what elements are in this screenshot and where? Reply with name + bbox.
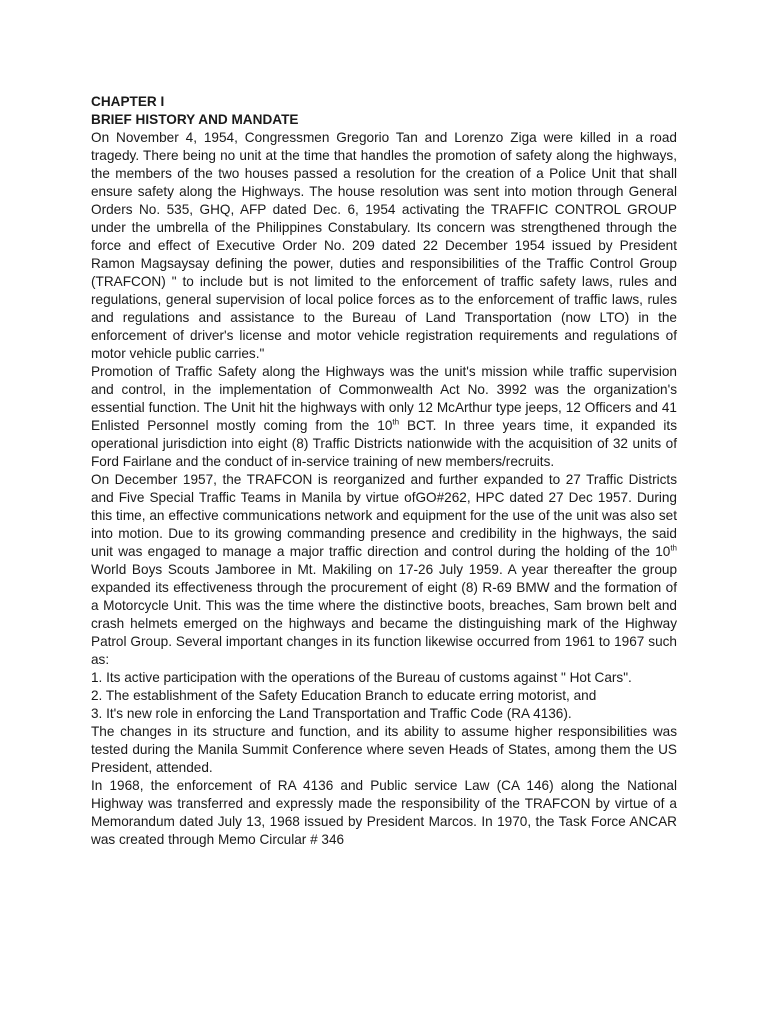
paragraph-reorganization [91,471,677,669]
list-item: 2. The establishment of the Safety Education Branch to educate erring motorist, and [91,688,597,703]
paragraph-summit: The changes in its structure and function, and its ability to assume higher responsibilities was tested during the Manila Summit Conference where seven Heads of States, among them the US President, attended. [91,724,677,775]
paragraph-text: On December 1957, the TRAFCON is reorganized and further expanded to 27 Traffic Districts and Five Special Traffic Teams in Manila by virtue ofGO#262, HPC dated 27 Dec 1957. During this time, an effective communications network and equipment for the use of the unit was also set into motion. Due to its growing commanding presence and credibility in the highways, the said unit was engaged to manage a major traffic direction and control during the holding of the 10 [91,472,677,559]
superscript: th [392,417,400,427]
paragraph-origin: On November 4, 1954, Congressmen Gregorio Tan and Lorenzo Ziga were killed in a road tragedy. There being no unit at the time that handles the promotion of safety along the highways, the members of the two houses passed a resolution for the creation of a Police Unit that shall ensure safety along the Highways. The house resolution was sent into motion through General Orders No. 535, GHQ, AFP dated Dec. 6, 1954 activating the TRAFFIC CONTROL GROUP under the umbrella of the Philippines Constabulary. Its concern was strengthened through the force and effect of Executive Order No. 209 dated 22 December 1954 issued by President Ramon Magsaysay defining the power, duties and responsibilities of the Traffic Control Group (TRAFCON) " to include but is not limited to the enforcement of traffic safety laws, rules and regulations, general supervision of local police forces as to the enforcement of traffic laws, rules and regulations and assistance to the Bureau of Land Transportation (now LTO) in the enforcement of driver's license and motor vehicle registration requirements and regulations of motor vehicle public carries." [91,130,677,361]
list-item: 3. It's new role in enforcing the Land Transportation and Traffic Code (RA 4136). [91,706,572,721]
list-item: 1. Its active participation with the operations of the Bureau of customs against " Hot Cars". [91,670,632,685]
paragraph-text: BCT. In three years time, it expanded its operational jurisdiction into eight (8) Traffic Districts nationwide with the acquisition of 32 units of Ford Fairlane and the conduct of in-service training of new members/recruits. [91,418,677,469]
superscript: th [670,543,677,553]
chapter-title: BRIEF HISTORY AND MANDATE [91,112,299,127]
paragraph-1968: In 1968, the enforcement of RA 4136 and Public service Law (CA 146) along the National Highway was transferred and expressly made the responsibility of the TRAFCON by virtue of a Memorandum dated July 13, 1968 issued by President Marcos. In 1970, the Task Force ANCAR was created through Memo Circular # 346 [91,778,677,847]
document-page [91,93,677,849]
paragraph-text: World Boys Scouts Jamboree in Mt. Makiling on 17-26 July 1959. A year thereafter the group expanded its effectiveness through the procurement of eight (8) R-69 BMW and the formation of a Motorcycle Unit. This was the time where the distinctive boots, breaches, Sam brown belt and crash helmets emerged on the highways and became the distinguishing mark of the Highway Patrol Group. Several important changes in its function likewise occurred from 1961 to 1967 such as: [91,562,677,667]
chapter-heading: CHAPTER I [91,94,165,109]
paragraph-text: Promotion of Traffic Safety along the Highways was the unit's mission while traffic supervision and control, in the implementation of Commonwealth Act No. 3992 was the organization's essential function. The Unit hit the highways with only 12 McArthur type jeeps, 12 Officers and 41 Enlisted Personnel mostly coming from the 10 [91,364,677,433]
paragraph-mission [91,363,677,471]
